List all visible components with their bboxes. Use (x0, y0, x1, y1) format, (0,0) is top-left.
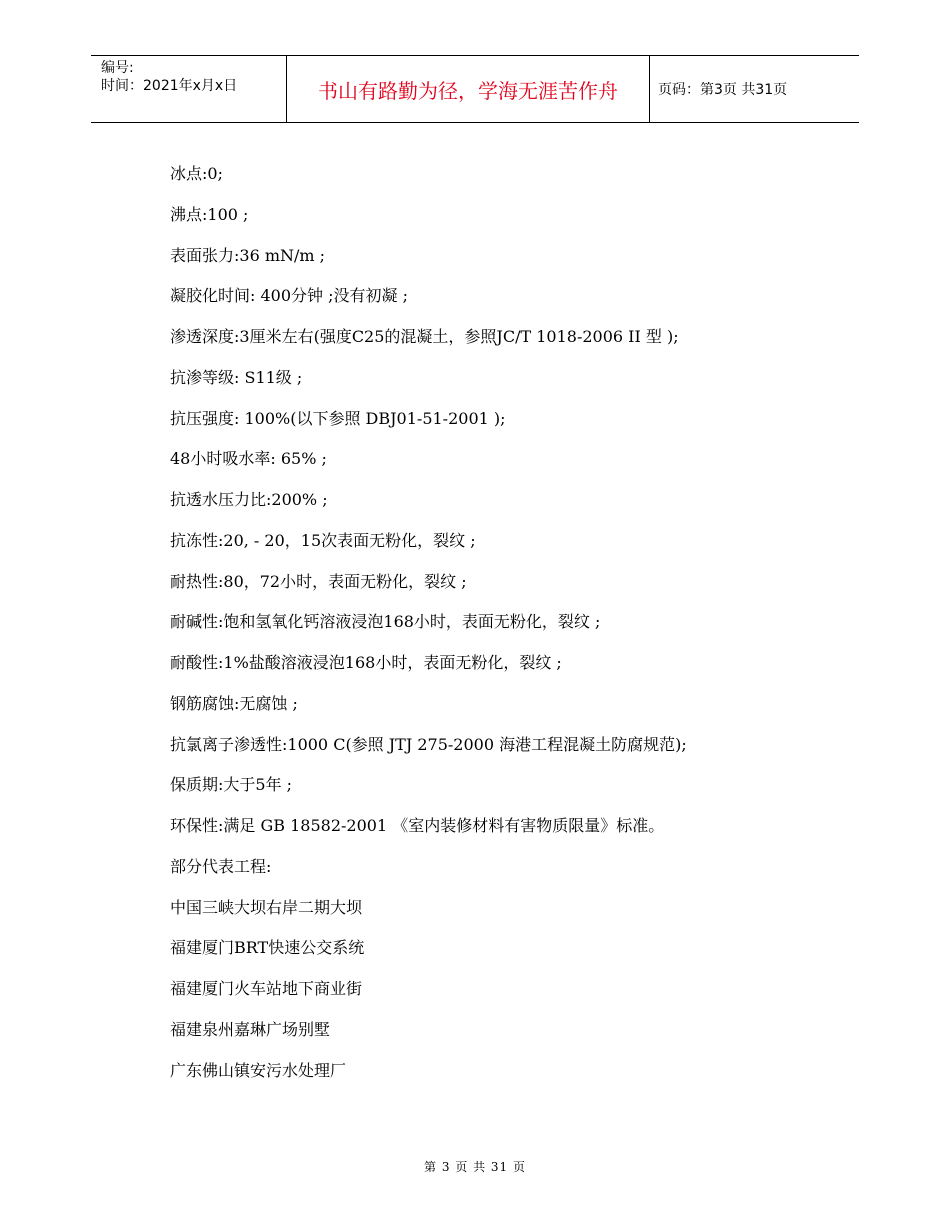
header-page-number: 页码：第3页 共31页 (658, 82, 788, 98)
text-line: 钢筋腐蚀:无腐蚀 ; (170, 693, 298, 713)
header-meta (101, 59, 286, 95)
text-line: 渗透深度:3厘米左右(强度C25的混凝土，参照JC/T 1018-2006 II 型 ); (170, 327, 679, 346)
text-line: 环保性:满足 GB 18582-2001 《室内装修材料有害物质限量》标准。 (170, 816, 665, 835)
page-header (91, 55, 859, 123)
text-line: 48小时吸水率: 65% ; (170, 449, 327, 469)
text-line: 沸点:100 ; (170, 204, 249, 224)
project-item: 中国三峡大坝右岸二期大坝 (170, 897, 363, 917)
project-item: 福建厦门火车站地下商业街 (170, 979, 363, 998)
project-item: 福建泉州嘉琳广场别墅 (170, 1019, 331, 1039)
document-time-label: 时间：2021年x月x日 (101, 78, 238, 94)
header-motto: 书山有路勤为径，学海无涯苦作舟 (318, 78, 618, 103)
document-number-label: 编号: (101, 60, 134, 76)
page-footer: 第 3 页 共 31 页 (424, 1160, 526, 1174)
text-line: 耐碱性:饱和氢氧化钙溶液浸泡168小时，表面无粉化，裂纹 ; (170, 612, 601, 632)
text-line: 抗冻性:20, - 20，15次表面无粉化，裂纹 ; (170, 530, 476, 550)
text-line: 抗氯离子渗透性:1000 C(参照 JTJ 275-2000 海港工程混凝土防腐规范); (170, 734, 687, 754)
text-line: 耐酸性:1%盐酸溶液浸泡168小时，表面无粉化，裂纹 ; (170, 653, 562, 672)
text-line: 抗压强度: 100%(以下参照 DBJ01-51-2001 ); (170, 408, 506, 428)
text-line: 耐热性:80，72小时，表面无粉化，裂纹 ; (170, 571, 467, 591)
document-body (170, 160, 850, 1097)
text-line: 表面张力:36 mN/m ; (170, 245, 326, 265)
text-line: 凝胶化时间: 400分钟 ;没有初凝 ; (170, 286, 408, 306)
header-divider (649, 56, 650, 122)
text-line: 抗透水压力比:200% ; (170, 490, 328, 509)
section-heading: 部分代表工程: (170, 856, 272, 876)
project-item: 福建厦门BRT快速公交系统 (170, 938, 365, 958)
text-line: 冰点:0; (170, 164, 223, 183)
project-item: 广东佛山镇安污水处理厂 (170, 1060, 347, 1080)
text-line: 保质期:大于5年 ; (170, 775, 293, 795)
text-line: 抗渗等级: S11级 ; (170, 367, 303, 387)
